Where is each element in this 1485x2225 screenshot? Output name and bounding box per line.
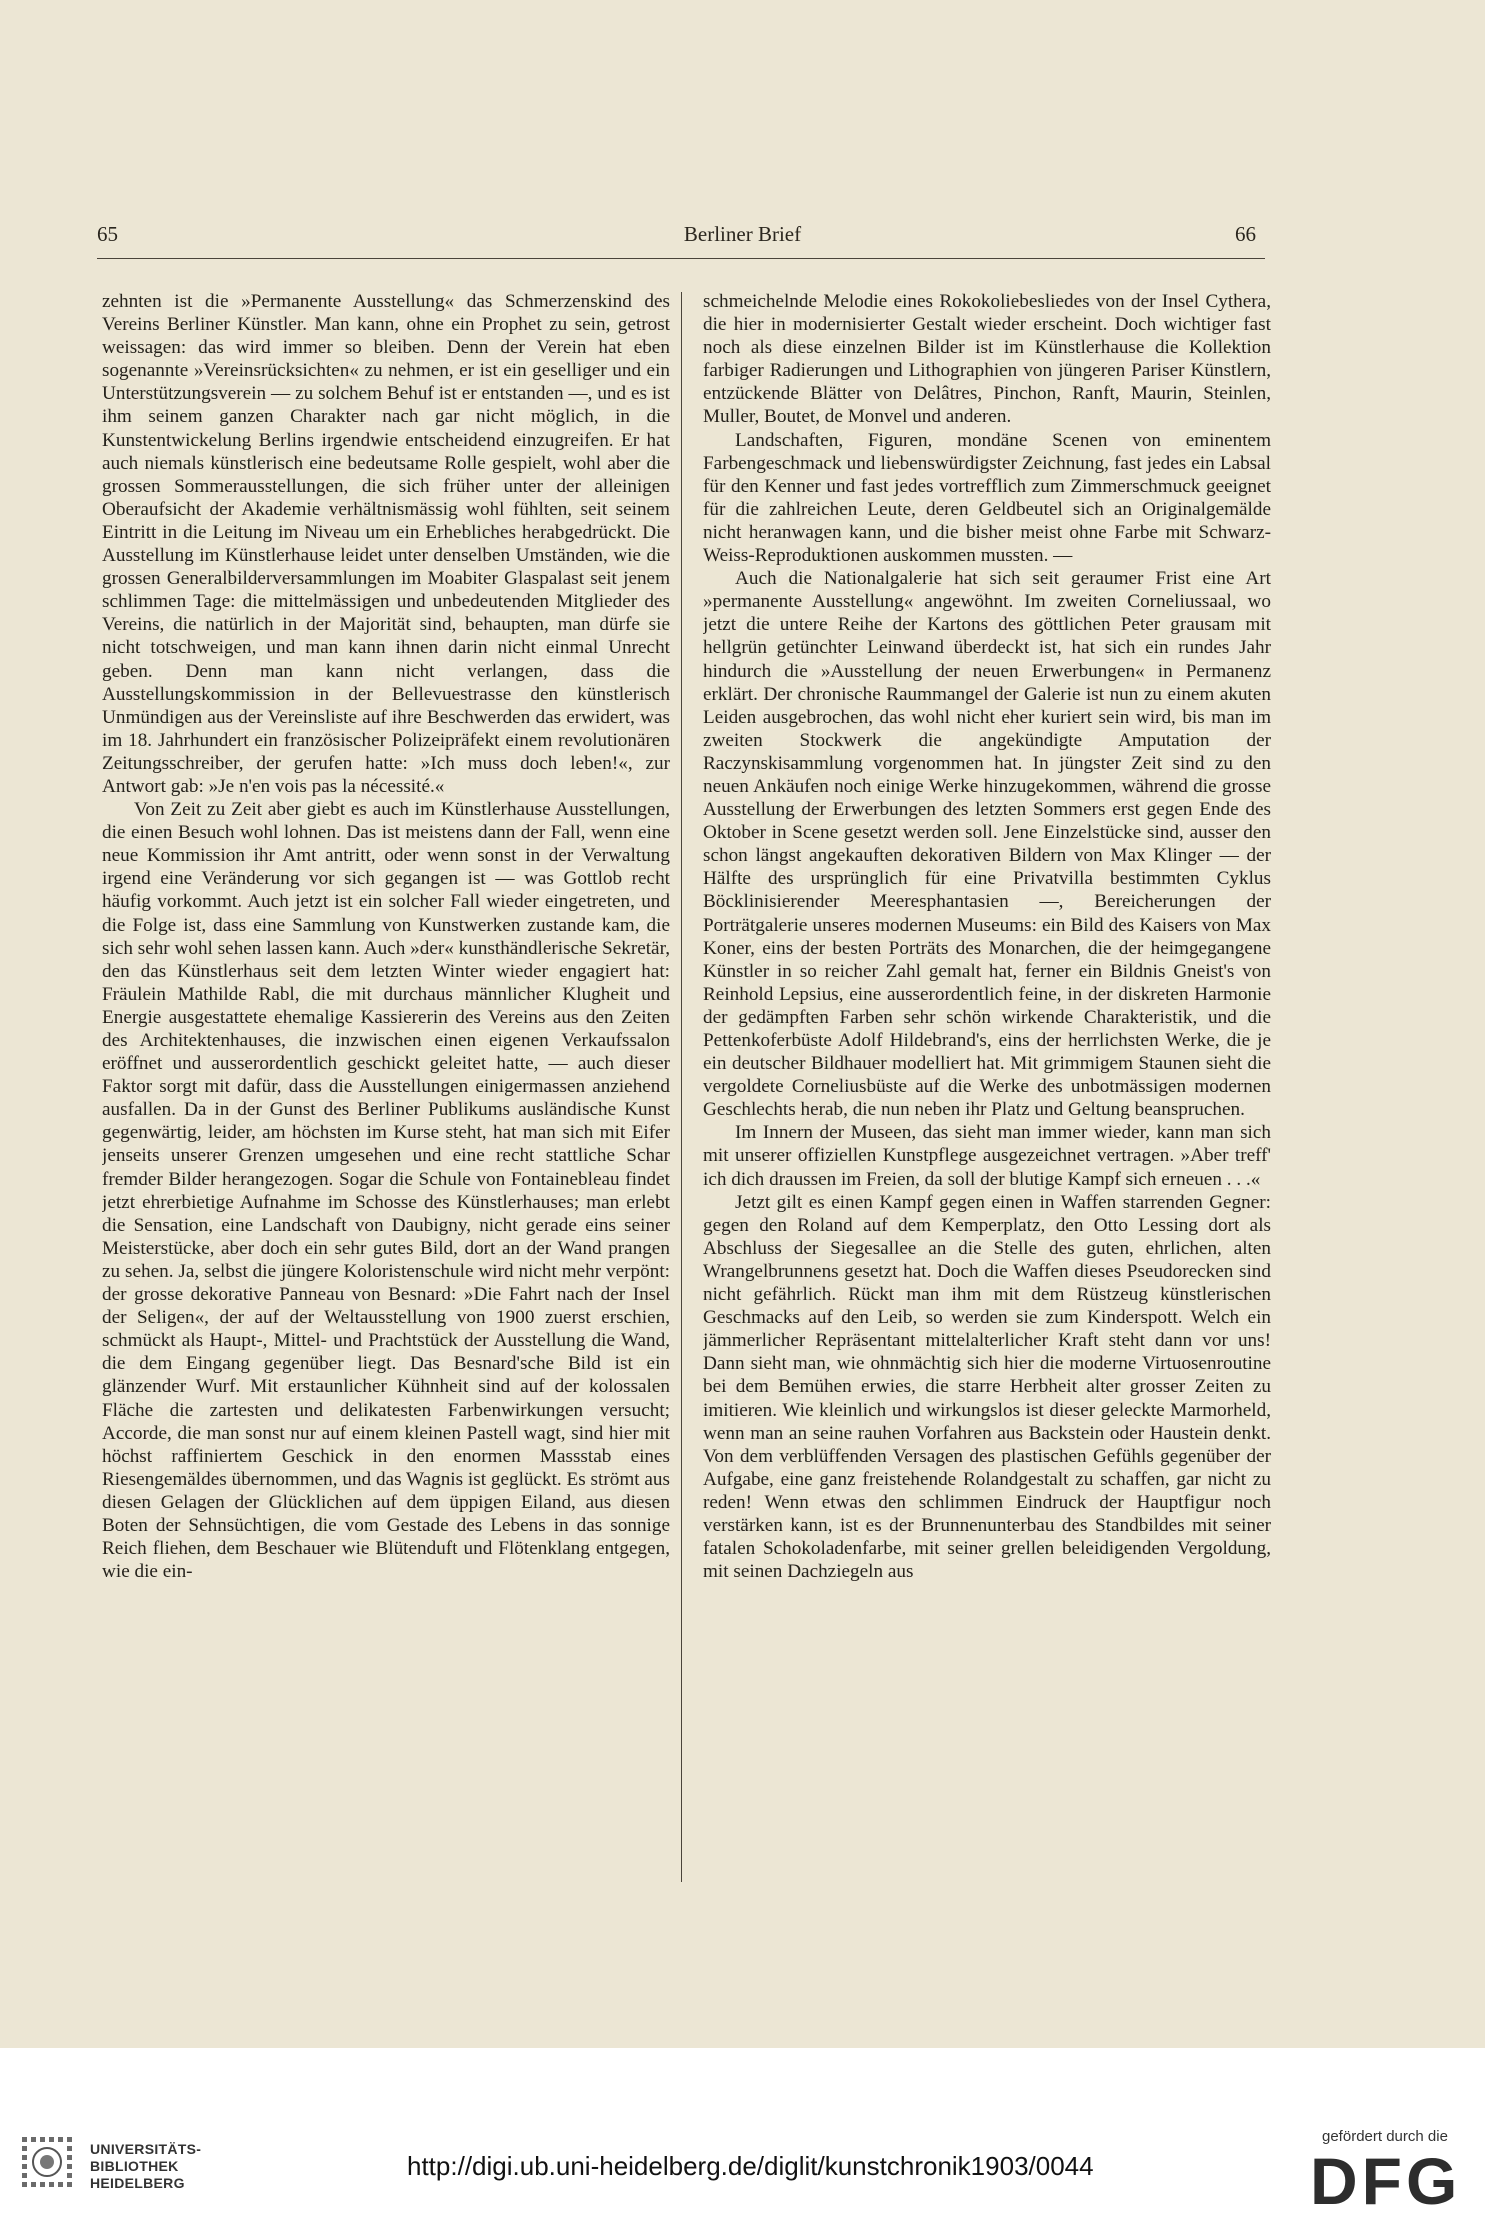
viewer-footer [0,2048,1485,2225]
paragraph: Jetzt gilt es einen Kampf gegen einen in Waffen starrenden Gegner: gegen den Roland auf dem Kemperplatz, den Otto Lessing dort als Abschluss der Siegesallee an die Stelle des guten, ehrlichen, alten Wrangelbrunnens gesetzt hat. Doch die Waffen dieses Pseudorecken sind nicht gefährlich. Rückt man ihm mit dem Rüstzeug künstlerischen Geschmacks auf den Leib, so werden sie zum Kinderspott. Welch ein jämmerlicher Repräsentant mittelalterlicher Kraft steht dann vor uns! Dann sieht man, wie ohnmächtig sich hier die moderne Virtuosenroutine bei dem Bemühen erwies, die starre Herbheit alter grosser Zeiten zu imitieren. Wie kleinlich und wirkungslos ist dieser geleckte Marmorheld, wenn man an seine rauhen Vorfahren aus Backstein oder Haustein denkt. Von dem verblüffenden Versagen des plastischen Gefühls gegenüber der Aufgabe, eine ganz freistehende Rolandgestalt zu schaffen, gar nicht zu reden! Wenn etwas den schlimmen Eindruck der Hauptfigur noch verstärken kann, ist es der Brunnenunterbau des Standbildes mit seiner fatalen Schokoladenfarbe, mit seiner grellen beleidigenden Vergoldung, mit seinen Dachziegeln aus [703,1191,1271,1583]
paragraph: Auch die Nationalgalerie hat sich seit geraumer Frist eine Art »permanente Ausstellung« angewöhnt. Im zweiten Corneliussaal, wo jetzt die untere Reihe der Kartons des göttlichen Peter grausam mit hellgrün getünchter Leinwand überdeckt ist, hat sich ein rundes Jahr hindurch die »Ausstellung der neuen Erwerbungen« in Permanenz erklärt. Der chronische Raummangel der Galerie ist nun zu einem akuten Leiden ausgebrochen, das wohl nicht eher kuriert sein wird, bis man im zweiten Stockwerk die angekündigte Amputation der Raczynskisammlung vorgenommen hat. In jüngster Zeit sind zu den neuen Ankäufen noch einige Werke hinzugekommen, während die grosse Ausstellung der Erwerbungen des letzten Sommers erst gegen Ende des Oktober in Scene gesetzt werden soll. Jene Einzelstücke sind, ausser den schon längst angekauften dekorativen Bildern von Max Klinger — der Hälfte des ursprünglich für eine Privatvilla bestimmten Cyklus Böcklinisierender Meeresphantasien —, Bereicherungen der Porträtgalerie unseres modernen Museums: ein Bild des Kaisers von Max Koner, eins der besten Porträts des Monarchen, die der heimgegangene Künstler in so reicher Zahl gemalt hat, ferner ein Bildnis Gneist's von Reinhold Lepsius, eine ausserordentlich feine, in der diskreten Harmonie der gedämpften Farben sehr schön wirkende Charakteristik, und die Pettenkoferbüste Adolf Hildebrand's, eins der herrlichsten Werke, die je ein deutscher Bildhauer modelliert hat. Mit grimmigem Staunen sieht die vergoldete Corneliusbüste auf die Werke des unbotmässigen modernen Geschlechts herab, die nun neben ihr Platz und Geltung beanspruchen. [703,568,1271,1121]
column-divider [681,292,682,1882]
sponsor-caption: gefördert durch die [1322,2128,1448,2145]
running-title: Berliner Brief [683,222,802,246]
text-column-right [703,290,1271,1890]
page-number-right: 66 [1235,222,1256,246]
library-name-line: HEIDELBERG [90,2175,185,2191]
page-number-left: 65 [97,222,118,246]
library-name-line: BIBLIOTHEK [90,2158,179,2174]
paragraph: Von Zeit zu Zeit aber giebt es auch im Künstlerhause Ausstellungen, die einen Besuch wohl lohnen. Das ist meistens dann der Fall, wenn eine neue Kommission ihr Amt antritt, oder wenn sonst in der Verwaltung irgend eine Veränderung vor sich gegangen ist — was Gottlob recht häufig vorkommt. Auch jetzt ist ein solcher Fall wieder eingetreten, und die Folge ist, dass eine Sammlung von Kunstwerken zustande kam, die sich sehr wohl sehen lassen kann. Auch »der« kunsthändlerische Sekretär, den das Künstlerhaus seit dem letzten Winter wieder engagiert hat: Fräulein Mathilde Rabl, die mit durchaus männlicher Klugheit und Energie ausgestattete ehemalige Kassiererin des Vereins aus den Zeiten des Architektenhauses, die inzwischen einen eigenen Verkaufssalon eröffnet und ausserordentlich geschickt geleitet hatte, — auch dieser Faktor sorgt mit dafür, dass die Ausstellungen einigermassen anziehend ausfallen. Da in der Gunst des Berliner Publikums ausländische Kunst gegenwärtig, leider, am höchsten im Kurse steht, hat man sich mit Eifer jenseits unserer Grenzen umgesehen und eine recht stattliche Schar fremder Bilder herangezogen. Sogar die Schule von Fontainebleau findet jetzt ehrerbietige Aufnahme im Schosse des Künstlerhauses; man erlebt die Sensation, eine Landschaft von Daubigny, nicht gerade eins seiner Meisterstücke, aber doch ein sehr gutes Bild, dort an der Wand prangen zu sehen. Ja, selbst die jüngere Koloristenschule wird nicht mehr verpönt: der grosse dekorative Panneau von Besnard: »Die Fahrt nach der Insel der Seligen«, der auf der Weltausstellung von 1900 zuerst erschien, schmückt als Haupt-, Mittel- und Prachtstück der Ausstellung die Wand, die dem Eingang gegenüber liegt. Das Besnard'sche Bild ist ein glänzender Wurf. Mit erstaunlicher Kühnheit sind auf der kolossalen Fläche die zartesten und delikatesten Farbenwirkungen versucht; Accorde, die man sonst nur auf einem kleinen Pastell wagt, sind hier mit höchst raffiniertem Geschick in den enormen Massstab eines Riesengemäldes übernommen, und das Wagnis ist geglückt. Es strömt aus diesen Gelagen der Glücklichen auf dem üppigen Eiland, aus diesen Boten der Sehnsüchtigen, die vom Gestade des Lebens in das sonnige Reich fliehen, dem Beschauer wie Blütenduft und Flötenklang entgegen, wie die ein- [102,799,670,1583]
paragraph: schmeichelnde Melodie eines Rokokoliebesliedes von der Insel Cythera, die hier in modernisierter Gestalt wieder erscheint. Doch wichtiger fast noch als diese einzelnen Bilder ist im Künstlerhause die Kollektion farbiger Radierungen und Lithographien von jüngeren Pariser Künstlern, entzückende Blätter von Delâtres, Pinchon, Ranft, Maurin, Steinlen, Muller, Boutet, de Monvel und anderen. [703,291,1271,428]
paragraph: Landschaften, Figuren, mondäne Scenen von eminentem Farbengeschmack und liebenswürdigster Zeichnung, fast jedes ein Labsal für den Kenner und fast jedes vortrefflich zum Zimmerschmuck geeignet für die zahlreichen Leute, deren Geldbeutel sich an Originalgemälde nicht heranwagen kann, und die bisher meist ohne Farbe mit Schwarz-Weiss-Reproduktionen auskommen mussten. — [703,429,1271,567]
paragraph: zehnten ist die »Permanente Ausstellung« das Schmerzenskind des Vereins Berliner Künstler. Man kann, ohne ein Prophet zu sein, getrost weissagen: das wird immer so bleiben. Denn der Verein hat eben sogenannte »Vereinsrücksichten« zu nehmen, er ist ein geselliger und ein Unterstützungsverein — zu solchem Behuf ist er entstanden —, und es ist ihm seinem ganzen Charakter nach gar nicht möglich, in die Kunstentwickelung Berlins irgendwie entscheidend einzugreifen. Er hat auch niemals künstlerisch eine bedeutsame Rolle gespielt, wohl aber die grossen Sommerausstellungen, die sich früher unter der alleinigen Oberaufsicht der Akademie verhältnismässig wohl fühlten, seit seinem Eintritt in die Leitung im Niveau um ein Erhebliches herabgedrückt. Die Ausstellung im Künstlerhause leidet unter denselben Umständen, wie die grossen Generalbilderversammlungen im Moabiter Glaspalast seit jenem schlimmen Tage: die mittelmässigen und unbedeutenden Mitglieder des Vereins, die natürlich in der Majorität sind, behaupten, man dürfe sie nicht totschweigen, und man kann ihnen darin nicht einmal Unrecht geben. Denn man kann nicht verlangen, dass die Ausstellungskommission in der Bellevuestrasse den künstlerisch Unmündigen aus der Vereinsliste auf ihre Beschwerden das erwidert, was im 18. Jahrhundert ein französischer Polizeipräfekt einem revolutionären Zeitungsschreiber, der gerufen hatte: »Ich muss doch leben!«, zur Antwort gab: »Je n'en vois pas la nécessité.« [102,291,670,797]
header-rule [97,258,1265,259]
library-name-line: UNIVERSITÄTS- [90,2141,202,2157]
library-name [90,2141,201,2192]
paragraph: Im Innern der Museen, das sieht man immer wieder, kann man sich mit unserer offiziellen Kunstpflege ausgezeichnet vertragen. »Aber treff' ich dich draussen im Freien, da soll der blutige Kampf sich erneuen . . .« [703,1122,1271,1190]
dfg-logo: DFG [1310,2144,1462,2218]
permalink-url[interactable]: http://digi.ub.uni-heidelberg.de/diglit/kunstchronik1903/0044 [407,2151,1094,2181]
university-seal-icon [18,2133,76,2191]
text-column-left [102,290,670,1890]
